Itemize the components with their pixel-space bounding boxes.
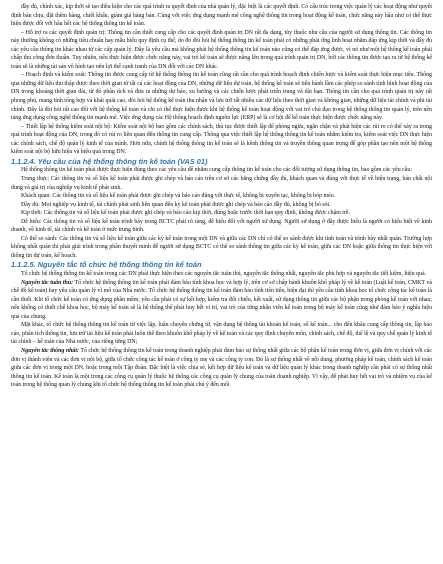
paragraph: Mặt khác, tổ chức hệ thống thông tin kế toán từ việc lập, luân chuyển chứng từ, vận dụng hệ thống tài khoản kế toán, sổ kế toán... cho đến khâu cung cấp thông tin, lập báo cáo, phân tích thông tin, lưu trữ tài liệu kế toán phải luôn thể theo khuôn khổ pháp lý về kế toán và các quy định chuyên môn, chính sách, chế độ, thể lệ và quy chế quản lý kinh tế tài chính – kế toán của Nhà nước, của riêng từng DN; — [11, 322, 432, 346]
paragraph: – Thiết lập hệ thống kiểm soát nội bộ: Kiểm soát nội bộ bao gồm các chính sách, thủ tục được thiết lập để phòng ngừa, ngăn chặn và phát hiện các rủi ro có thể xảy ra trong quá trình hoạt động của DN, trong đó có rủi ro liên quan đến thông tin cung cấp. Thông qua việc thiết lập hệ thống thông tin kế toán nhằm kiểm tra, kiểm soát việc DN thực hiện các chính sách, chế độ quản lý kinh tế của mình. Hơn nữa, chính hệ thống thông tin kế toán sẽ là kênh thông tin và truyền thông quan trọng để góp phần tạo nên một hệ thống kiểm soát nội bộ hữu hiệu và hiệu quả trong DN. — [11, 123, 432, 156]
paragraph: Đầy đủ: Mọi nghiệp vụ kinh tế, tài chính phát sinh liên quan đến kỳ kế toán phải được ghi chép và báo cáo đầy đủ, không bị bỏ sót. — [21, 201, 331, 208]
paragraph: Tổ chức hệ thống thông tin kế toán trong các DN phải thực hiện theo các nguyên tắc tuân thủ, nguyên tắc thống nhất, nguyên tắc phù hợp và nguyên tắc tiết kiệm, hiệu quả. — [21, 271, 427, 278]
section-heading: 1.1.2.4. Yêu cầu của hệ thống thông tin kế toán (VAS 01) — [11, 156, 208, 166]
paragraph: đầy đủ, chính xác, kịp thời sẽ tạo điều kiện cho các quá trình ra quyết định của nhà quản lý, đặc biệt là các quyết định. Có cấu trúc trong việc quản lý các hoạt động như quyết định bán chịu, đặt thêm hàng, chiết khấu, giảm giá hàng bán. Cùng với việc ứng dụng mạnh mẽ công nghệ thông tin trong hoạt động kế toán, chức năng này hầu như có thể thực hiện được đối với hầu hết các hệ thống thông tin kế toán. — [11, 4, 432, 28]
paragraph: Có thể so sánh: Các thông tin và số liệu kế toán giữa các kỳ kế toán trong một DN và giữa các DN chỉ có thể so sánh được khi tính toán và trình bày nhất quán. Trường hợp không nhất quán thì phải giải trình trong phần thuyết minh để người sử dụng BCTC có thể so sánh thông tin giữa các kỳ kế toán, giữa các DN hoặc giữa thông tin thực hiện với thông tin dự toán, kế hoạch. — [11, 235, 432, 259]
paragraph: – Hỗ trợ ra các quyết định quản trị: Thông tin cần thiết cung cấp cho các quyết định quản trị DN rất đa dạng, tùy thuộc nhu cầu của người sử dụng thông tin. Các thông tin này thường không có những tiêu chuẩn hay mẫu biểu quy định cụ thể, do đó đòi hỏi hệ thống thông tin kế toán phải có những phải ứng linh hoạt nhằm đáp ứng kịp thời và đầy đủ các yêu cầu thông tin khác nhau từ các cấp quản lý. Đây là yêu cầu mà không phải hệ thống thông tin kế toán nào cũng có thể đáp ứng được, vì nó như một hệ thống kế toán phải chấp thu công đơn thuần. Tuy nhiên, nếu thực hiện được chức năng này, vai trò kế toán sẽ được nâng lên trong quá trình quản trị DN, bởi các thông tin được tạo ra từ hệ thống kế toán sẽ là những tài sản vô hình tạo nên lợi thế cạnh tranh của DN đối với các DN khác. — [11, 29, 432, 70]
principle-paragraph — [11, 279, 432, 322]
paragraph: Hệ thống thông tin kế toán phải được thực hiện đúng theo các yêu cầu để nhằm cung cấp thông tin kế toán cho các đối tượng sử dụng thông tin, bao gồm các yêu cầu: — [21, 167, 412, 174]
section-heading: 1.1.2.5. Nguyên tắc tổ chức hệ thống thông tin kế toán — [11, 260, 202, 270]
paragraph: Kịp thời: Các thông tin và số liệu kế toán phải được ghi chép và báo cáo kịp thời, đúng hoặc trước thời hạn quy định, không được chậm trễ. — [21, 210, 350, 217]
principle-lead: Nguyên tắc thống nhất: — [21, 347, 79, 354]
paragraph: Dễ hiểu: Các thông tin và số liệu kế toán trình bày trong BCTC phải rõ ràng, dễ hiểu đối với người sử dụng. Người sử dụng ở đây được hiểu là người có hiểu biết về kinh doanh, về kinh tế, tài chính và kế toán ở mức trung bình. — [11, 218, 432, 234]
principle-lead: Nguyên tắc tuân thủ: — [21, 279, 74, 286]
document-body — [11, 3, 432, 390]
paragraph: Khách quan: Các thông tin và số liệu kế toán phải được ghi chép và báo cáo đúng với thực tế, không bị xuyên tạc, không bị bóp méo. — [21, 193, 336, 200]
paragraph: – Hoạch định và kiểm soát: Thông tin được cung cấp từ hệ thống thông tin kế toán cũng rất cần cho quá trình hoạch định chiến lược và kiểm soát thực hiện mục tiêu. Thông qua những dữ liệu thu thập được theo thời gian từ tất cả các hoạt động của DN, những dữ liệu dự toán, hệ thống kế toán sẽ tiến hành lầm các phép so sánh tình hình hoạt động của DN trong khoảng thời gian đài, từ đó phân tích và đưa ra những dự báo, xu hướng và các chiến lược phát triển trung và dài hạn. Thông tin cần cho quá trình quản trị này rất phong phú, mang tính tổng hợp và khái quát cao, đòi hỏi hệ thống kế toán thu nhận và lưu trữ rất nhiều các dữ liệu theo thời gian và không gian, những dữ liệu tài chính và phi tài chính. Đây là đòi hỏi rất cao đối với hệ thống kế toán và chỉ có thể thực hiện được khi hệ thống kế toán hoạt động với vai trò chủ đạo trong hệ thống thông tin quản lý, trên nền tảng ứng dụng công nghệ thông tin mạnh mẽ. Việc ứng dụng các Hệ thống hoạch định nguồn lực (ERP) sẽ là cơ hội để kế toán thực hiện được chức năng này. — [11, 72, 432, 122]
paragraph: Trung thực: Các thông tin và số liệu kế toán phải được ghi chép và báo cáo trên cơ sở các bằng chứng đầy đủ, khách quan và đúng với thực tế về hiện trạng, bản chất nội dung và giá trị của nghiệp vụ kinh tế phát sinh. — [11, 175, 432, 191]
principle-paragraph — [11, 347, 432, 390]
principle-text: Tổ chức hệ thống thông tin kế toán trong doanh nghiệp phải đảm bảo sự thống nhất giữa các bộ phận kế toán trong đơn vị, giữa đơn vị chính với các đơn vị thành viên và các đơn vị nội bộ, giữa tổ chức công tác kế toán ở công ty mẹ và các công ty con. Đó là sự thống nhất về nội dung, phương pháp kế toán, chính sách kế toán giữa các đơn vị trong một DN, hoặc trong một Tập đoàn. Đặc biệt là việc chia sẻ, kết hợp dữ liệu kế toán và dữ liệu quản lý khác trong doanh nghiệp cần phải có sự thống nhất thông tin kế toán. Kế toán là một trong các công cụ quản lý thuộc hệ thống các công cụ quản lý chung của toàn doanh nghiệp. Vì vậy, để phát huy hết vai trò và nhiệm vụ của kế toán trong hệ thống quản lý chung khi tổ chức hệ thống thông tin kế toán phải chú ý đến mối — [11, 347, 432, 389]
principle-text: Tổ chức hệ thống thông tin kế toán phải đảm bảo tính khoa học và hợp lý, trên cơ sở chấp hành khuôn khổ pháp lý về kế toán (Luật kế toán, CMKT và chế độ kế toán) hay yêu cầu quản lý vĩ mô của Nhà nước. Tổ chức hệ thống thông tin kế toán đảm bảo tính tiên tiến, hiện đại thì yêu cầu tính khoa học tổ chức công tác kế toán là cần thiết. Khi tổ chức kế toán có ứng dụng phần mềm, yêu cầu phải có sự kết hợp, kiểm tra đối chiếu, kết xuất, sử dụng thông tin giữa các bộ phận trong phòng kế toán với nhau; nếu không có thiết chế khoa học, bộ máy kế toán sẽ là hệ thống thể phát huy hết vi trí, vai trò của từng nhân viên kế toán trong bộ máy kế toán cũng như đảm bảo ý nghĩa hiệu quả của chung. — [11, 279, 433, 320]
